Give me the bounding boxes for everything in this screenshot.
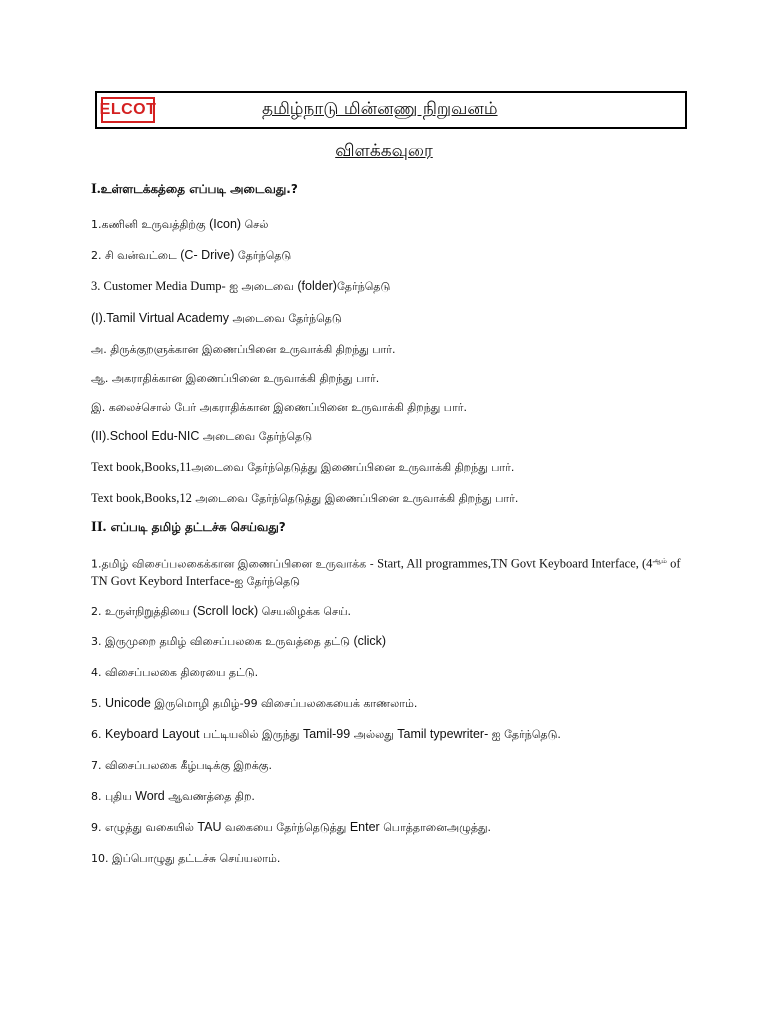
step-1-1 — [91, 217, 691, 232]
section-2-heading — [91, 519, 691, 536]
text: இருமொழி தமிழ்-99 விசைப்பலகையைக் காணலாம். — [150, 697, 418, 710]
text: 2. சி வன்வட்டை — [91, 249, 181, 262]
step-2-3 — [91, 634, 691, 649]
text: (C- Drive) — [180, 248, 235, 262]
text: 1.கணினி உருவத்திற்கு — [91, 218, 210, 231]
text: (folder) — [297, 279, 337, 293]
text: ஆம் — [652, 557, 667, 565]
text: பட்டியலில் இருந்து — [199, 728, 303, 741]
step-2-9 — [91, 820, 691, 835]
text: of TN Govt Keybord Interface- — [91, 556, 681, 588]
subsection-1-2 — [91, 429, 691, 444]
text: 5. — [91, 697, 105, 710]
text: Word — [135, 789, 165, 803]
org-title: தமிழ்நாடு மின்னணு நிறுவனம் — [262, 99, 498, 119]
step-1-textbook-12 — [91, 491, 691, 506]
text: ஐ தேர்ந்தெடு — [234, 574, 300, 588]
text: 1.தமிழ் விசைப்பலகைக்கான இணைப்பினை உருவாக்க - — [91, 557, 378, 571]
text: Tamil typewriter- — [397, 727, 489, 741]
section-2-number: II. — [91, 519, 107, 535]
text: அடைவை தேர்ந்தெடுத்து இணைப்பினை உருவாக்கி திறந்து பார். — [191, 492, 519, 505]
text: (Scroll lock) — [192, 604, 259, 618]
step-2-2 — [91, 604, 691, 619]
text: 6. — [91, 728, 105, 741]
text: (I).Tamil Virtual Academy — [91, 311, 230, 325]
text: அடைவை தேர்ந்தெடு — [199, 430, 313, 443]
text: தேர்ந்தெடு — [336, 280, 391, 293]
step-1-2 — [91, 248, 691, 263]
text: (II).School Edu-NIC — [91, 429, 200, 443]
text: Start, All programmes,TN Govt Keyboard Interface, (4 — [377, 556, 653, 571]
text: செல் — [241, 218, 269, 231]
text: 3. இருமுறை தமிழ் விசைப்பலகை உருவத்தை தட்டு — [91, 635, 354, 648]
section-1-title: உள்ளடக்கத்தை எப்படி அடைவது.? — [100, 182, 298, 196]
elcot-logo: ELCOT — [101, 97, 155, 123]
text: அடைவை தேர்ந்தெடுத்து இணைப்பினை உருவாக்கி திறந்து பார். — [191, 461, 515, 474]
text: Keyboard Layout — [105, 727, 200, 741]
step-2-8 — [91, 789, 691, 804]
step-1-a: அ. திருக்குறளுக்கான இணைப்பினை உருவாக்கி திறந்து பார். — [91, 343, 396, 356]
section-1-number: I. — [91, 181, 101, 197]
step-2-10: 10. இப்பொழுது தட்டச்சு செய்யலாம். — [91, 852, 281, 865]
step-1-textbook-11 — [91, 460, 691, 475]
text: Tamil-99 — [302, 727, 351, 741]
step-2-5 — [91, 696, 691, 711]
step-1-3 — [91, 279, 691, 294]
text: (click) — [353, 634, 387, 648]
text: வகையை தேர்ந்தெடுத்து — [221, 821, 350, 834]
step-1-aa: ஆ. அகராதிக்கான இணைப்பினை உருவாக்கி திறந்து பார். — [91, 372, 380, 385]
text: ஆவணத்தை திற. — [164, 790, 255, 803]
text: Text book,Books,12 — [91, 491, 192, 505]
text: Enter — [349, 820, 380, 834]
text: Text book,Books,11 — [91, 460, 192, 474]
text: செயலிழக்க செய். — [258, 605, 352, 618]
subsection-1-1 — [91, 311, 691, 326]
text: ஐ தேர்ந்தெடு. — [488, 728, 561, 741]
doc-title: விளக்கவுரை — [335, 141, 433, 161]
text: ஐ அடைவை — [225, 280, 298, 293]
text: 9. எழுத்து வகையில் — [91, 821, 198, 834]
text: TAU — [197, 820, 222, 834]
step-2-1 — [91, 553, 681, 590]
step-2-4: 4. விசைப்பலகை திரையை தட்டு. — [91, 666, 259, 679]
text: அடைவை தேர்ந்தெடு — [229, 312, 342, 325]
text: அல்லது — [350, 728, 398, 741]
section-1-heading — [91, 181, 691, 198]
text: 2. உருள்நிறுத்தியை — [91, 605, 193, 618]
step-2-6 — [91, 727, 691, 742]
text: 3. Customer Media Dump- — [91, 279, 226, 293]
step-2-7: 7. விசைப்பலகை கீழ்படிக்கு இறக்கு. — [91, 759, 272, 772]
text: (Icon) — [209, 217, 242, 231]
step-1-i: இ. கலைச்சொல் பேர் அகராதிக்கான இணைப்பினை உருவாக்கி திறந்து பார். — [91, 401, 467, 414]
text: Unicode — [105, 696, 151, 710]
text: 8. புதிய — [91, 790, 136, 803]
text: பொத்தானைஅழுத்து. — [379, 821, 492, 834]
section-2-title: எப்படி தமிழ் தட்டச்சு செய்வது? — [106, 520, 286, 534]
header-box — [95, 91, 687, 129]
text: தேர்ந்தெடு — [234, 249, 292, 262]
